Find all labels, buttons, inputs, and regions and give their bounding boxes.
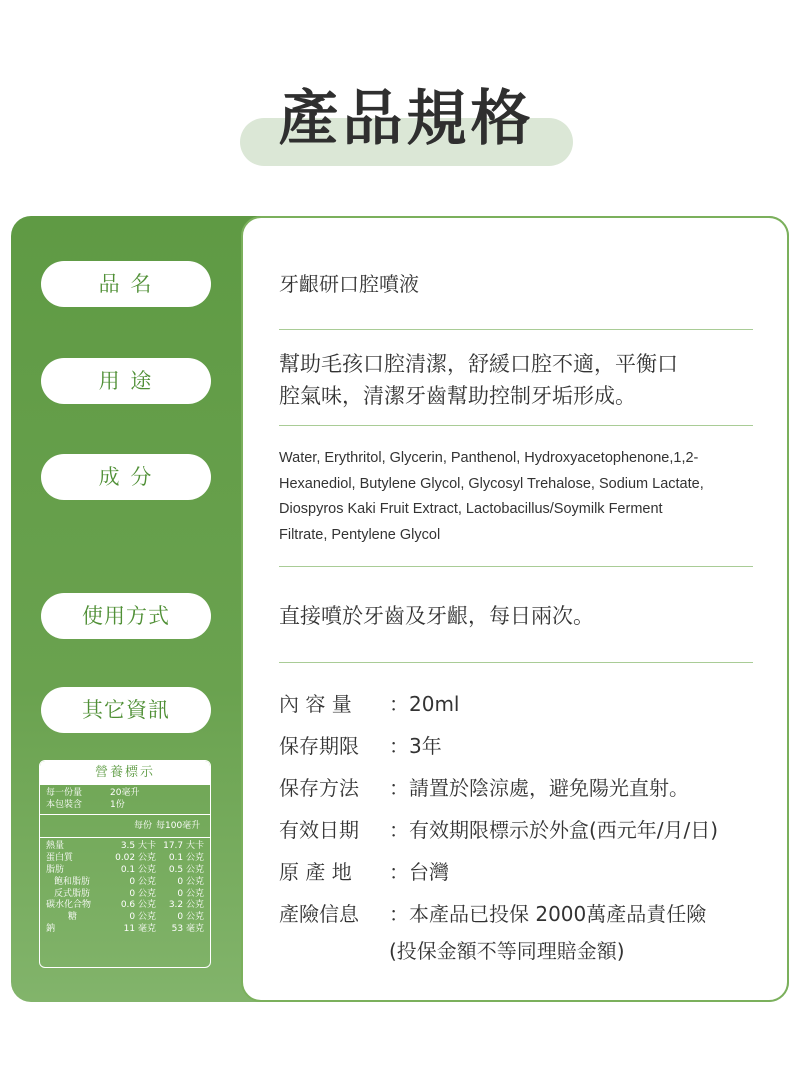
nutrition-columns bbox=[40, 815, 210, 839]
divider bbox=[279, 329, 753, 330]
nutrition-facts bbox=[40, 838, 210, 937]
nutrition-row: 反式脂肪 0 公克 0 公克 bbox=[54, 888, 204, 899]
info-row-origin bbox=[279, 857, 449, 887]
info-value: ：有效期限標示於外盒(西元年/月/日) bbox=[389, 818, 719, 842]
nutrition-serving-label: 每一份量 bbox=[46, 788, 83, 798]
info-row-expiry bbox=[279, 815, 718, 845]
divider bbox=[279, 425, 753, 426]
nutrition-row: 脂肪 0.1 公克 0.5 公克 bbox=[46, 864, 204, 875]
nutrition-row: 熱量 3.5 大卡 17.7 大卡 bbox=[46, 841, 204, 852]
ingredients-line: Filtrate, Pentylene Glycol bbox=[279, 527, 441, 543]
nutrition-serving-value: 20毫升 bbox=[110, 788, 140, 798]
ingredients-line: Diospyros Kaki Fruit Extract, Lactobacillus/Soymilk Ferment bbox=[279, 501, 663, 517]
directions-text: 直接噴於牙齒及牙齦，每日兩次。 bbox=[279, 604, 594, 628]
nutrition-serving bbox=[40, 785, 210, 815]
info-value: ：請置於陰涼處，避免陽光直射。 bbox=[389, 776, 689, 800]
label-other-info: 其它資訊 bbox=[41, 687, 211, 733]
info-value: ：20ml bbox=[389, 692, 460, 716]
info-row-shelf-life bbox=[279, 731, 442, 761]
label-usage: 用 途 bbox=[41, 358, 211, 404]
nutrition-title: 營養標示 bbox=[40, 761, 210, 785]
info-value: ：3年 bbox=[389, 734, 442, 758]
nutrition-row: 糖 0 公克 0 公克 bbox=[68, 912, 204, 923]
product-name: 牙齦研口腔噴液 bbox=[279, 272, 419, 296]
divider bbox=[279, 662, 753, 663]
nutrition-row: 鈉 11 毫克 53 毫克 bbox=[46, 923, 204, 934]
page-title: 產品規格 bbox=[278, 84, 535, 154]
usage-line-2: 腔氣味，清潔牙齒幫助控制牙垢形成。 bbox=[279, 384, 636, 408]
label-directions: 使用方式 bbox=[41, 593, 211, 639]
nutrition-per-serving: 每份 bbox=[133, 820, 152, 831]
nutrition-label bbox=[39, 760, 211, 968]
info-label: 保存方法 bbox=[279, 776, 359, 800]
ingredients-line: Hexanediol, Butylene Glycol, Glycosyl Trehalose, Sodium Lactate, bbox=[279, 476, 704, 492]
label-name: 品 名 bbox=[41, 261, 211, 307]
info-label: 產險信息 bbox=[279, 902, 359, 926]
ingredients-line: Water, Erythritol, Glycerin, Panthenol, Hydroxyacetophenone,1,2- bbox=[279, 450, 699, 466]
divider bbox=[279, 566, 753, 567]
nutrition-pack-value: 1份 bbox=[110, 799, 125, 810]
info-label: 原 產 地 bbox=[279, 860, 352, 884]
nutrition-per-100: 每100毫升 bbox=[156, 820, 201, 831]
nutrition-row: 碳水化合物 0.6 公克 3.2 公克 bbox=[46, 900, 204, 911]
info-label: 有效日期 bbox=[279, 818, 359, 842]
info-label: 保存期限 bbox=[279, 734, 359, 758]
label-ingredients: 成 分 bbox=[41, 454, 211, 500]
nutrition-pack-label: 本包裝含 bbox=[46, 799, 83, 810]
insurance-note: (投保金額不等同理賠金額) bbox=[389, 939, 625, 963]
info-row-insurance bbox=[279, 899, 706, 929]
info-label: 內 容 量 bbox=[279, 692, 352, 716]
nutrition-row: 蛋白質 0.02 公克 0.1 公克 bbox=[46, 853, 204, 864]
info-value: ：本產品已投保 2000萬產品責任險 bbox=[389, 902, 707, 926]
info-value: ：台灣 bbox=[389, 860, 449, 884]
info-row-volume bbox=[279, 689, 460, 719]
usage-line-1: 幫助毛孩口腔清潔，舒緩口腔不適，平衡口 bbox=[279, 352, 678, 376]
info-row-storage bbox=[279, 773, 689, 803]
nutrition-row: 飽和脂肪 0 公克 0 公克 bbox=[54, 876, 204, 887]
